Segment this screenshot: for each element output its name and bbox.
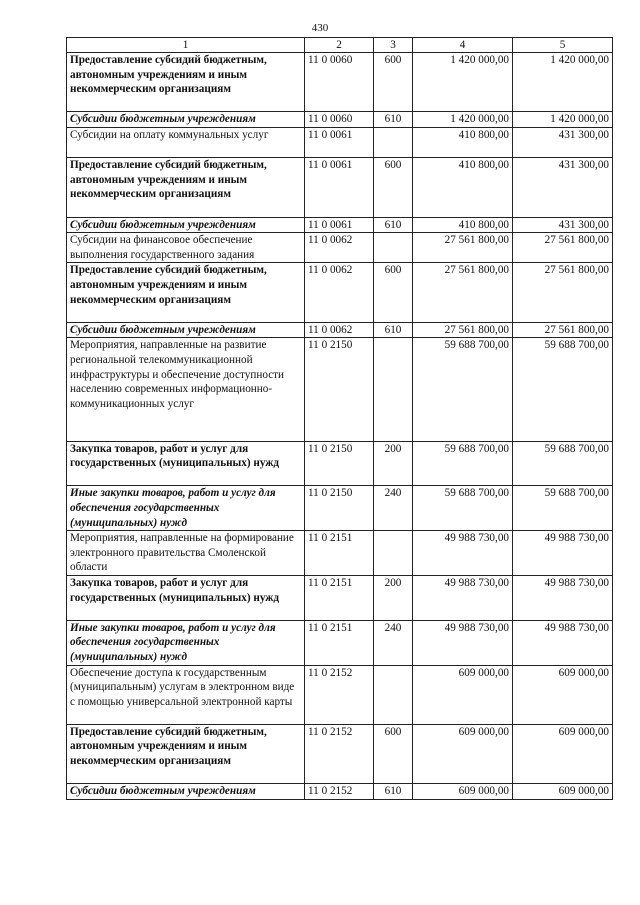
table-row (67, 322, 613, 338)
header-row (67, 38, 613, 53)
table-row (67, 784, 613, 800)
row-expense-type: 240 (374, 620, 413, 665)
row-code: 11 0 2151 (305, 575, 374, 620)
row-expense-type: 610 (374, 784, 413, 800)
row-expense-type (374, 127, 413, 157)
row-name: Закупка товаров, работ и услуг для государственных (муниципальных) нужд (67, 575, 305, 620)
row-name: Субсидии бюджетным учреждениям (67, 112, 305, 128)
row-sum-year-2: 27 561 800,00 (513, 233, 613, 263)
row-name: Предоставление субсидий бюджетным, автономным учреждениям и иным некоммерческим организациям (67, 724, 305, 783)
row-expense-type: 200 (374, 575, 413, 620)
row-name: Иные закупки товаров, работ и услуг для обеспечения государственных (муниципальных) нужд (67, 486, 305, 531)
table-row (67, 217, 613, 233)
table-row (67, 531, 613, 576)
row-name: Субсидии на оплату коммунальных услуг (67, 127, 305, 157)
row-sum-year-2: 1 420 000,00 (513, 53, 613, 112)
table-row (67, 441, 613, 486)
row-sum-year-2: 59 688 700,00 (513, 486, 613, 531)
row-code: 11 0 0061 (305, 158, 374, 217)
row-sum-year-1: 27 561 800,00 (413, 322, 513, 338)
row-sum-year-1: 49 988 730,00 (413, 575, 513, 620)
row-expense-type (374, 531, 413, 576)
header-col-3: 3 (374, 38, 413, 53)
table-row (67, 233, 613, 263)
table-row (67, 112, 613, 128)
row-code: 11 0 2152 (305, 724, 374, 783)
row-name: Субсидии бюджетным учреждениям (67, 322, 305, 338)
row-code: 11 0 2151 (305, 620, 374, 665)
row-sum-year-1: 59 688 700,00 (413, 441, 513, 486)
row-code: 11 0 2150 (305, 338, 374, 441)
row-sum-year-2: 431 300,00 (513, 158, 613, 217)
table-row (67, 53, 613, 112)
header-col-2: 2 (305, 38, 374, 53)
row-code: 11 0 2152 (305, 665, 374, 724)
row-name: Субсидии бюджетным учреждениям (67, 217, 305, 233)
row-sum-year-1: 59 688 700,00 (413, 486, 513, 531)
row-sum-year-2: 609 000,00 (513, 665, 613, 724)
row-sum-year-2: 431 300,00 (513, 217, 613, 233)
table-row (67, 575, 613, 620)
table-row (67, 665, 613, 724)
table-row (67, 724, 613, 783)
row-name: Мероприятия, направленные на развитие региональной телекоммуникационной инфраструктуры и обеспечение доступности населению современных информационно-коммуникационных услуг (67, 338, 305, 441)
row-sum-year-1: 1 420 000,00 (413, 112, 513, 128)
row-code: 11 0 0061 (305, 217, 374, 233)
row-sum-year-1: 27 561 800,00 (413, 263, 513, 322)
table-row (67, 338, 613, 441)
table-body (67, 53, 613, 800)
row-sum-year-2: 609 000,00 (513, 784, 613, 800)
row-code: 11 0 0062 (305, 322, 374, 338)
table-row (67, 127, 613, 157)
row-expense-type: 240 (374, 486, 413, 531)
row-code: 11 0 0060 (305, 112, 374, 128)
row-sum-year-2: 1 420 000,00 (513, 112, 613, 128)
row-name: Мероприятия, направленные на формирование электронного правительства Смоленской области (67, 531, 305, 576)
row-name: Предоставление субсидий бюджетным, автономным учреждениям и иным некоммерческим организациям (67, 158, 305, 217)
row-code: 11 0 0060 (305, 53, 374, 112)
row-code: 11 0 2152 (305, 784, 374, 800)
row-expense-type: 200 (374, 441, 413, 486)
row-sum-year-1: 410 800,00 (413, 217, 513, 233)
row-name: Предоставление субсидий бюджетным, автономным учреждениям и иным некоммерческим организациям (67, 53, 305, 112)
row-sum-year-1: 27 561 800,00 (413, 233, 513, 263)
row-sum-year-1: 609 000,00 (413, 724, 513, 783)
row-sum-year-1: 410 800,00 (413, 127, 513, 157)
row-sum-year-1: 59 688 700,00 (413, 338, 513, 441)
row-sum-year-2: 431 300,00 (513, 127, 613, 157)
row-sum-year-2: 27 561 800,00 (513, 322, 613, 338)
row-expense-type: 610 (374, 217, 413, 233)
row-code: 11 0 0061 (305, 127, 374, 157)
row-name: Предоставление субсидий бюджетным, автономным учреждениям и иным некоммерческим организациям (67, 263, 305, 322)
row-sum-year-1: 609 000,00 (413, 784, 513, 800)
row-sum-year-1: 1 420 000,00 (413, 53, 513, 112)
row-code: 11 0 2151 (305, 531, 374, 576)
row-code: 11 0 0062 (305, 233, 374, 263)
row-name: Субсидии бюджетным учреждениям (67, 784, 305, 800)
row-sum-year-1: 609 000,00 (413, 665, 513, 724)
row-sum-year-2: 49 988 730,00 (513, 575, 613, 620)
row-sum-year-2: 59 688 700,00 (513, 338, 613, 441)
row-sum-year-1: 410 800,00 (413, 158, 513, 217)
table-row (67, 158, 613, 217)
row-sum-year-2: 49 988 730,00 (513, 620, 613, 665)
row-expense-type: 600 (374, 724, 413, 783)
row-sum-year-2: 609 000,00 (513, 724, 613, 783)
row-sum-year-2: 49 988 730,00 (513, 531, 613, 576)
row-expense-type (374, 338, 413, 441)
table-row (67, 486, 613, 531)
row-name: Иные закупки товаров, работ и услуг для обеспечения государственных (муниципальных) нужд (67, 620, 305, 665)
row-expense-type: 600 (374, 263, 413, 322)
row-name: Закупка товаров, работ и услуг для государственных (муниципальных) нужд (67, 441, 305, 486)
page-number: 430 (311, 22, 329, 34)
row-expense-type: 600 (374, 53, 413, 112)
budget-table (66, 37, 613, 800)
table-row (67, 620, 613, 665)
row-expense-type (374, 665, 413, 724)
row-sum-year-1: 49 988 730,00 (413, 620, 513, 665)
row-sum-year-2: 59 688 700,00 (513, 441, 613, 486)
table-row (67, 263, 613, 322)
header-col-1: 1 (67, 38, 305, 53)
row-expense-type: 600 (374, 158, 413, 217)
row-expense-type (374, 233, 413, 263)
header-col-5: 5 (513, 38, 613, 53)
row-sum-year-1: 49 988 730,00 (413, 531, 513, 576)
row-code: 11 0 2150 (305, 441, 374, 486)
row-sum-year-2: 27 561 800,00 (513, 263, 613, 322)
row-code: 11 0 2150 (305, 486, 374, 531)
row-expense-type: 610 (374, 322, 413, 338)
row-expense-type: 610 (374, 112, 413, 128)
header-col-4: 4 (413, 38, 513, 53)
row-name: Обеспечение доступа к государственным (муниципальным) услугам в электронном виде с помощью универсальной электронной карты (67, 665, 305, 724)
row-name: Субсидии на финансовое обеспечение выполнения государственного задания (67, 233, 305, 263)
row-code: 11 0 0062 (305, 263, 374, 322)
